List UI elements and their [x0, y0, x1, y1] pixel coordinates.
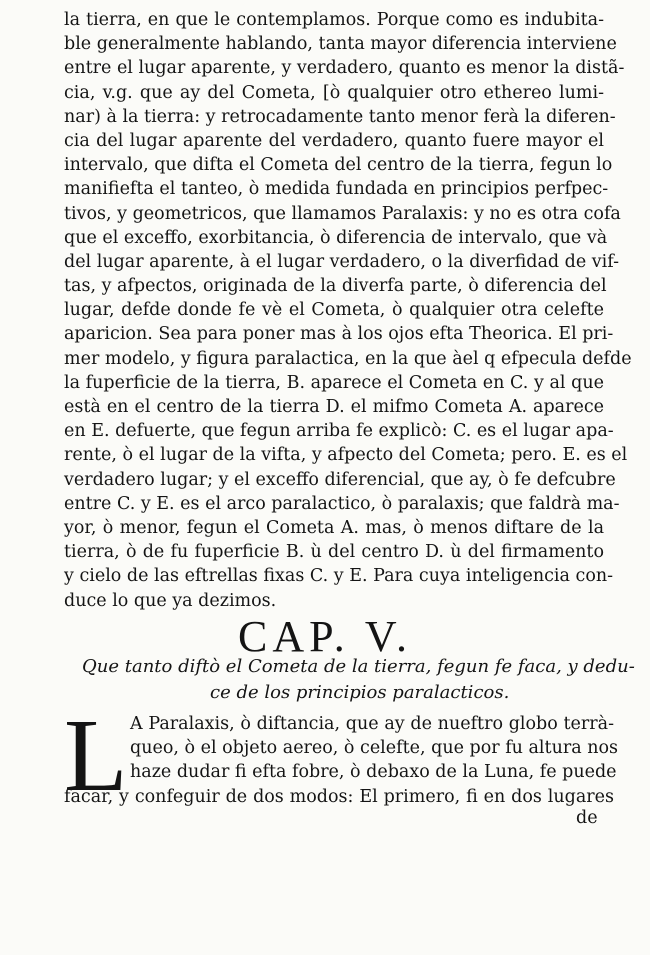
text-line: facar, y confeguir de dos modos: El primero, fi en dos lugares [64, 786, 614, 807]
paragraph-main [64, 8, 632, 613]
text-line: entre el lugar aparente, y verdadero, quanto es menor la distã- [64, 58, 625, 79]
text-line: la fuperficie de la tierra, B. aparece el Cometa en C. y al que [64, 372, 604, 393]
text-line: cia del lugar aparente del verdadero, quanto fuere mayor el [64, 130, 604, 151]
text-line: ble generalmente hablando, tanta mayor diferencia interviene [64, 34, 617, 55]
catchword: de [576, 808, 598, 828]
text-line: en E. defuerte, que fegun arriba fe explicò: C. es el lugar apa- [64, 421, 614, 442]
paragraph-chapter-start [64, 712, 618, 809]
text-line: entre C. y E. es el arco paralactico, ò paralaxis; que faldrà ma- [64, 493, 620, 514]
text-line: que el exceffo, exorbitancia, ò diferencia de intervalo, que và [64, 227, 608, 248]
text-line: del lugar aparente, à el lugar verdadero, o la diverfidad de vif- [64, 251, 620, 272]
subtitle-line: ce de los principios paralacticos. [210, 682, 510, 703]
text-line: està en el centro de la tierra D. el mifmo Cometa A. aparece [64, 397, 604, 417]
text-line: nar) à la tierra: y retrocadamente tanto menor ferà la diferen- [64, 106, 616, 127]
text-line: intervalo, que difta el Cometa del centro de la tierra, fegun lo [64, 155, 613, 176]
text-line: verdadero lugar; y el exceffo diferencial, que ay, ò fe defcubre [64, 469, 616, 490]
text-line: duce lo que ya dezimos. [64, 590, 277, 611]
chapter-subtitle [82, 654, 635, 706]
text-line: manifiefta el tanteo, ò medida fundada en principios perfpec- [64, 179, 609, 200]
text-line: tas, y afpectos, originada de la diverfa parte, ò diferencia del [64, 276, 607, 297]
text-line: mer modelo, y figura paralactica, en la que àel q efpecula defde [64, 348, 632, 369]
text-line: tierra, ò de fu fuperficie B. ù del centro D. ù del firmamento [64, 542, 604, 563]
text-line: yor, ò menor, fegun el Cometa A. mas, ò menos diftare de la [64, 517, 604, 538]
text-line: la tierra, en que le contemplamos. Porque como es indubita- [64, 10, 604, 30]
text-line: haze dudar fi efta fobre, ò debaxo de la Luna, fe puede [130, 762, 617, 783]
text-line: queo, ò el objeto aereo, ò celefte, que por fu altura nos [130, 738, 618, 759]
subtitle-line: Que tanto diftò el Cometa de la tierra, fegun fe faca, y dedu- [82, 656, 635, 677]
text-line: y cielo de las eftrellas fixas C. y E. Para cuya inteligencia con- [64, 566, 614, 587]
text-line: rente, ò el lugar de la vifta, y afpecto del Cometa; pero. E. es el [64, 445, 628, 466]
chapter-heading: CAP. V. [237, 612, 413, 661]
text-line: A Paralaxis, ò diftancia, que ay de nueftro globo terrà- [130, 714, 614, 734]
text-line: cia, v.g. que ay del Cometa, [ò qualquier otro ethereo lumi- [64, 82, 604, 103]
text-line: tivos, y geometricos, que llamamos Paralaxis: y no es otra cofa [64, 203, 621, 224]
drop-cap-letter: L [64, 698, 128, 813]
text-line: aparicion. Sea para poner mas à los ojos efta Theorica. El pri- [64, 324, 614, 345]
text-line: lugar, defde donde fe vè el Cometa, ò qualquier otra celefte [64, 300, 604, 321]
